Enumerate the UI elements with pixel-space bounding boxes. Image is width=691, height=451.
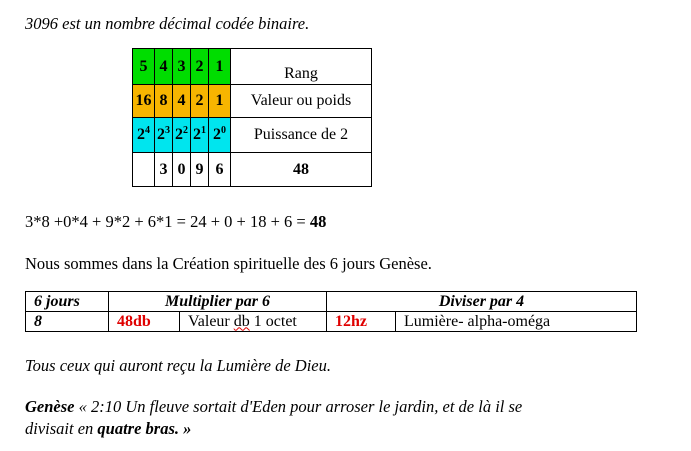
creation-text: Nous sommes dans la Création spirituelle des 6 jours Genèse.: [25, 254, 432, 273]
puissance-exponent: 1: [201, 125, 206, 136]
mult-label-pre: Valeur: [188, 312, 234, 330]
rang-cell: 5: [133, 49, 155, 85]
poids-cell: 8: [155, 85, 173, 118]
result-cell: 48: [231, 153, 372, 187]
six-data-row: [26, 312, 637, 332]
mult-value: 48db: [109, 312, 180, 332]
digits-row: [133, 153, 372, 187]
digit-cell: 6: [209, 153, 231, 187]
poids-cell: 16: [133, 85, 155, 118]
genese-line2-pre: divisait en: [25, 419, 98, 438]
genese-ref: Genèse: [25, 397, 75, 416]
genese-line-1: [25, 397, 522, 417]
poids-cell: 1: [209, 85, 231, 118]
digit-cell: [133, 153, 155, 187]
rang-cell: 1: [209, 49, 231, 85]
puissance-label: Puissance de 2: [231, 118, 372, 153]
puissance-base: 2: [137, 126, 145, 143]
digit-cell: 3: [155, 153, 173, 187]
puissance-exponent: 4: [145, 125, 150, 136]
puissance-exponent: 3: [165, 125, 170, 136]
mult-label-db: db: [233, 312, 250, 330]
rang-label: Rang: [231, 49, 372, 85]
puissance-cell: [191, 118, 209, 153]
puissance-base: 2: [157, 126, 165, 143]
equation-text: 3*8 +0*4 + 9*2 + 6*1 = 24 + 0 + 18 + 6 =: [25, 212, 310, 231]
poids-cell: 4: [173, 85, 191, 118]
div-value: 12hz: [327, 312, 396, 332]
rang-cell: 3: [173, 49, 191, 85]
jours-value: 8: [26, 312, 109, 332]
rang-cell: 4: [155, 49, 173, 85]
digit-cell: 0: [173, 153, 191, 187]
digit-cell: 9: [191, 153, 209, 187]
genese-line2-post: . »: [174, 419, 192, 438]
puissance-cell: [155, 118, 173, 153]
puissance-cell: [173, 118, 191, 153]
genese-line2-bold: quatre bras: [97, 419, 175, 438]
poids-label: Valeur ou poids: [231, 85, 372, 118]
puissance-cell: [209, 118, 231, 153]
puissance-base: 2: [175, 126, 183, 143]
puissance-cell: [133, 118, 155, 153]
header-jours: 6 jours: [26, 292, 109, 312]
six-days-table: [25, 291, 637, 332]
equation-line: [25, 212, 326, 232]
rang-cell: 2: [191, 49, 209, 85]
intro-text: 3096 est un nombre décimal codée binaire.: [25, 14, 310, 33]
puissance-exponent: 0: [221, 125, 226, 136]
genese-text: « 2:10 Un fleuve sortait d'Eden pour arroser le jardin, et de là il se: [74, 397, 523, 416]
div-label: Lumière- alpha-oméga: [396, 312, 637, 332]
puissance-base: 2: [213, 126, 221, 143]
mult-label: [180, 312, 327, 332]
lumiere-text: Tous ceux qui auront reçu la Lumière de Dieu.: [25, 356, 331, 375]
puissance-base: 2: [193, 126, 201, 143]
equation-result: 48: [309, 212, 327, 231]
header-diviser: Diviser par 4: [327, 292, 637, 312]
six-header-row: [26, 292, 637, 312]
poids-cell: 2: [191, 85, 209, 118]
puissance-exponent: 2: [183, 125, 188, 136]
mult-label-post: 1 octet: [249, 312, 297, 330]
genese-line-2: [25, 419, 191, 439]
rang-row: [133, 49, 372, 85]
header-multiplier: Multiplier par 6: [109, 292, 327, 312]
puissance-row: [133, 118, 372, 153]
poids-row: [133, 85, 372, 118]
binary-table: [132, 48, 372, 187]
